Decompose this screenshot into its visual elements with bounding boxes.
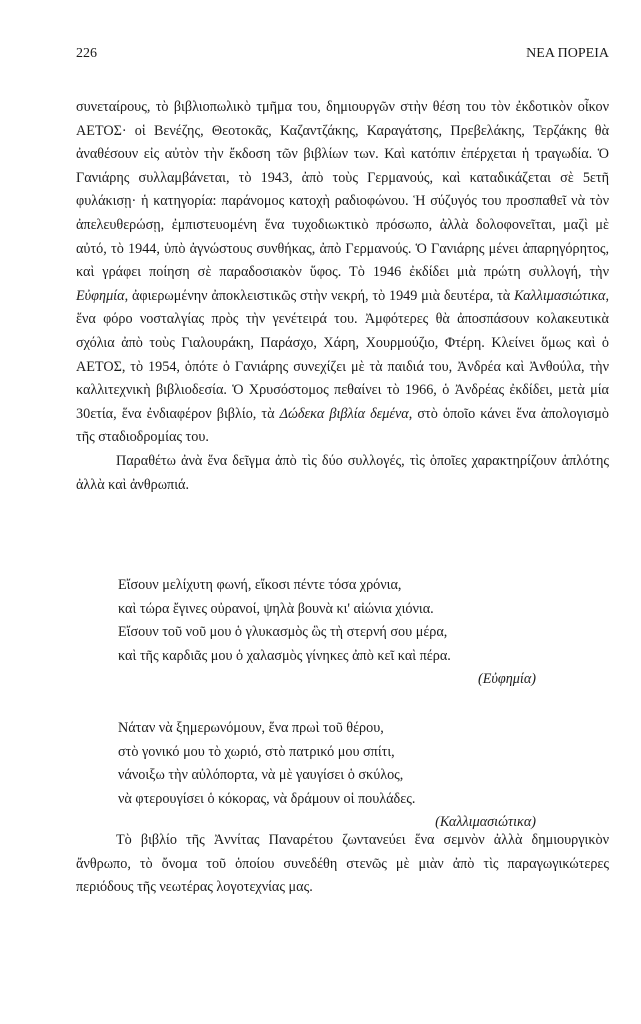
p1-text-a: συνεταίρους, τὸ βιβλιοπωλικὸ τμῆμα του, δημιουργῶν στὴν θέση του τὸν ἐκδοτικὸν οἶκον ΑΕΤΟΣ· οἱ Βενέζης, Θεοτοκᾶς, Καζαντζάκης, Καραγάτσης, Πρεβελάκης, Τερζάκης θὰ ἀναθέσουν εἰς αὐτὸν τὴν ἔκδοση τῶν βιβλίων των. Καὶ κατόπιν ἐπέρχεται ἡ τραγωδία. Ὁ Γανιάρης συλλαμβάνεται, τὸ 1943, ἀπὸ τοὺς Γερμανούς, καὶ καταδικάζεται σὲ 5ετῆ φυλάκισῃ· ἡ κατηγορία: παράνομος κατοχὴ ραδιοφώνου. Ἡ σύζυγός του προσπαθεῖ νὰ τὸν ἀπελευθερώσῃ, ἐμπιστευομένη ἕνα τυχοδιωκτικὸ πρόσωπο, ἀλλὰ δολοφονεῖται, μαζὶ μὲ αὐτό, τὸ 1944, ὑπὸ ἀγνώστους συνθήκας, ἀπὸ Γερμανούς. Ὁ Γανιάρης μένει ἀπαρηγόρητος, καὶ γράφει ποίηση σὲ παραδοσιακὸν ὕφος. Τὸ 1946 ἐκδίδει μιὰ πρώτη συλλογή, τὴν <box>76 99 609 281</box>
p1-text-b: , ἀφιερωμένην ἀποκλειστικῶς στὴν νεκρή, τὸ 1949 μιὰ δευτέρα, τὰ <box>124 287 515 304</box>
poem-efimia <box>118 574 536 692</box>
poem-line: Εἴσουν μελίχυτη φωνή, εἴκοσι πέντε τόσα χρόνια, <box>118 577 402 593</box>
poem-line: στὸ γονικό μου τὸ χωριό, στὸ πατρικό μου σπίτι, <box>118 743 395 760</box>
body-text <box>76 96 609 497</box>
closing-paragraph: Τὸ βιβλίο τῆς Ἀννίτας Παναρέτου ζωντανεύει ἕνα σεμνὸν ἀλλὰ δημιουργικὸν ἄνθρωπο, τὸ ὄνομα τοῦ ὁποίου συνεδέθη στενῶς μὲ μιὰν ἀπὸ τὶς παραγωγικώτερες περιόδους τῆς νεωτέρας λογοτεχνίας μας. <box>76 832 609 896</box>
running-title: ΝΕΑ ΠΟΡΕΙΑ <box>526 46 609 61</box>
book-title-dodeka-vivlia: Δώδεκα βιβλία δεμένα <box>279 405 409 422</box>
page-header <box>76 46 609 62</box>
poem-kallimasiotika <box>118 717 536 835</box>
page-number: 226 <box>76 46 97 61</box>
poem-line: καὶ τώρα ἔγινες οὐρανοί, ψηλὰ βουνὰ κι' αἰώνια χιόνια. <box>118 600 434 617</box>
poem-source: (Εὐφημία) <box>477 671 536 688</box>
book-title-efimia: Εὐφημία <box>76 287 125 304</box>
poem-line: νάνοιξω τὴν αὐλόπορτα, νὰ μὲ γαυγίσει ὁ σκύλος, <box>118 767 404 784</box>
book-title-kallimasiotika: Καλλιμασιώτικα <box>514 287 606 304</box>
p1-text-d: , στὸ ὁποῖο κάνει ἕνα ἀπολογισμὸ τῆς σταδιοδρομίας του. <box>76 405 609 446</box>
closing-text <box>76 829 609 900</box>
poem-line: καὶ τῆς καρδιᾶς μου ὁ χαλασμὸς γίνηκες ἀπὸ κεῖ καὶ πέρα. <box>118 647 451 664</box>
poem-source: (Καλλιμασιώτικα) <box>435 814 536 831</box>
p1-text-c: , ἕνα φόρο νοσταλγίας πρὸς τὴν γενέτειρά του. Ἀμφότερες θὰ ἀποσπάσουν κολακευτικὰ σχόλια ἀπὸ τοὺς Γιαλουράκη, Παράσχο, Χάρη, Χουρμούζιο, Φτέρη. Κλείνει ὅμως καὶ ὁ ΑΕΤΟΣ, τὸ 1954, ὁπότε ὁ Γανιάρης συνεχίζει μὲ τὰ παιδιά του, Ἀνδρέα καὶ Ἀνθούλα, τὴν καλλιτεχνικὴ βιβλιοδεσία. Ὁ Χρυσόστομος πεθαίνει τὸ 1966, ὁ Ἀνδρέας ἐκδίδει, μετὰ μία 30ετία, ἕνα ἐνδιαφέρον βιβλίο, τὰ <box>76 287 609 422</box>
poem-line: Νάταν νὰ ξημερωνόμουν, ἕνα πρωὶ τοῦ θέρου, <box>118 720 384 736</box>
poem-line: νὰ φτερουγίσει ὁ κόκορας, νὰ δράμουν οἱ πουλάδες. <box>118 790 416 807</box>
paragraph-1 <box>76 96 609 450</box>
paragraph-2: Παραθέτω ἀνὰ ἕνα δεῖγμα ἀπὸ τὶς δύο συλλογές, τὶς ὁποῖες χαρακτηρίζουν ἁπλότης ἀλλὰ καὶ ἀνθρωπιά. <box>76 452 609 493</box>
poem-line: Εἴσουν τοῦ νοῦ μου ὁ γλυκασμὸς ὣς τὴ στερνή σου μέρα, <box>118 624 448 641</box>
